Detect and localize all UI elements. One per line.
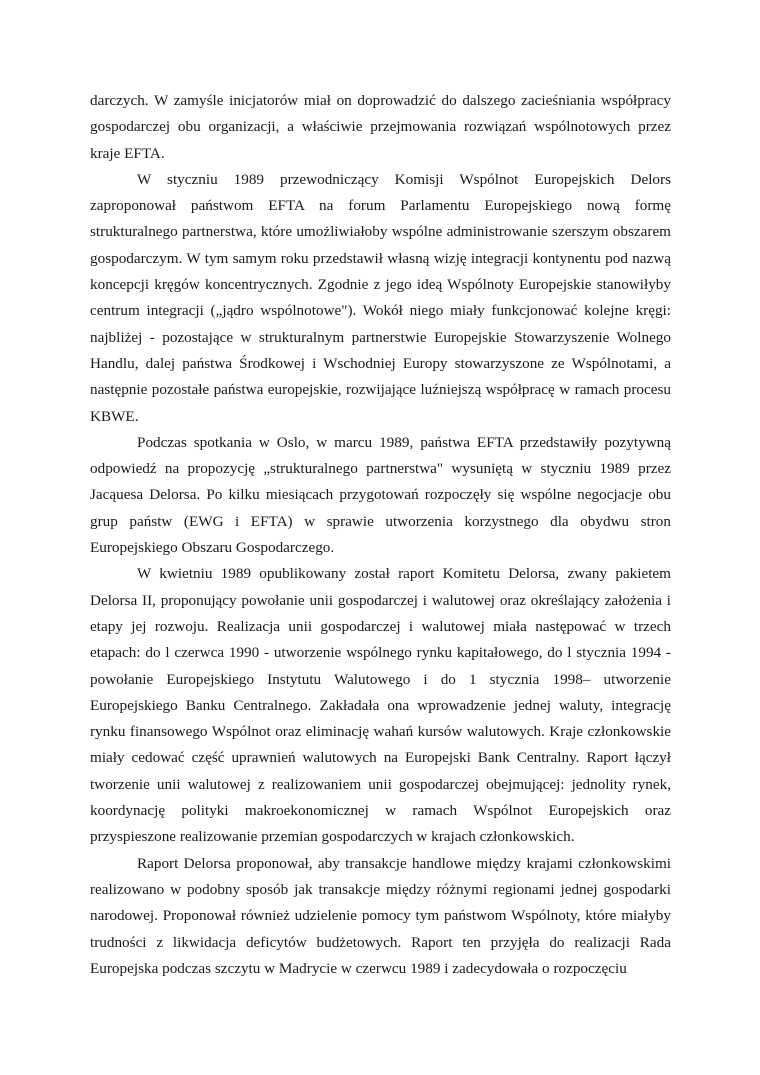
paragraph-delors-report: W kwietniu 1989 opublikowany został raport Komitetu Delorsa, zwany pakietem Delorsa II, proponujący powołanie unii gospodarczej i walutowej oraz określający założenia i etapy jej rozwoju. Realizacja unii gospodarczej i walutowej miała następować w trzech etapach: do l czerwca 1990 - utworzenie wspólnego rynku kapitałowego, do l stycznia 1994 - powołanie Europejskiego Instytutu Walutowego i do 1 stycznia 1998– utworzenie Europejskiego Banku Centralnego. Zakładała ona wprowadzenie jednej waluty, integrację rynku finansowego Wspólnot oraz eliminację wahań kursów walutowych. Kraje członkowskie miały cedować część uprawnień walutowych na Europejski Bank Centralny. Raport łączył tworzenie unii walutowej z realizowaniem unii gospodarczej obejmującej: jednolity rynek, koordynację polityki makroekonomicznej w ramach Wspólnot Europejskich oraz przyspieszone realizowanie przemian gospodarczych w krajach członkowskich. (90, 565, 671, 846)
paragraph-delors-1989-proposal: W styczniu 1989 przewodniczący Komisji Wspólnot Europejskich Delors zaproponował państwom EFTA na forum Parlamentu Europejskiego nową formę strukturalnego partnerstwa, które umożliwiałoby wspólne administrowanie szerszym obszarem gospodarczym. W tym samym roku przedstawił własną wizję integracji kontynentu pod nazwą koncepcji kręgów koncentrycznych. Zgodnie z jego ideą Wspólnoty Europejskie stanowiłyby centrum integracji („jądro wspólnotowe"). Wokół niego miały funkcjonować kolejne kręgi: najbliżej - pozostające w strukturalnym partnerstwie Europejskie Stowarzyszenie Wolnego Handlu, dalej państwa Środkowej i Wschodniej Europy stowarzyszone ze Wspólnotami, a następnie pozostałe państwa europejskie, rozwijające luźniejszą współpracę w ramach procesu KBWE. (90, 170, 671, 425)
paragraph-oslo-meeting: Podczas spotkania w Oslo, w marcu 1989, państwa EFTA przedstawiły pozytywną odpowiedź na propozycję „strukturalnego partnerstwa" wysuniętą w styczniu 1989 przez Jacąuesa Delorsa. Po kilku miesiącach przygotowań rozpoczęły się wspólne negocjacje obu grup państw (EWG i EFTA) w sprawie utworzenia korzystnego dla obydwu stron Europejskiego Obszaru Gospodarczego. (90, 433, 671, 557)
paragraph-continuation: darczych. W zamyśle inicjatorów miał on doprowadzić do dalszego zacieśniania współpracy gospodarczej obu organizacji, a właściwie przejmowania rozwiązań wspólnotowych przez kraje EFTA. (90, 92, 671, 162)
document-page (90, 88, 671, 982)
paragraph-report-proposals: Raport Delorsa proponował, aby transakcje handlowe między krajami członkowskimi realizowano w podobny sposób jak transakcje między różnymi regionami jednej gospodarki narodowej. Proponował również udzielenie pomocy tym państwom Wspólnoty, które miałyby trudności z likwidacja deficytów budżetowych. Raport ten przyjęła do realizacji Rada Europejska podczas szczytu w Madrycie w czerwcu 1989 i zadecydowała o rozpoczęciu (90, 854, 671, 977)
